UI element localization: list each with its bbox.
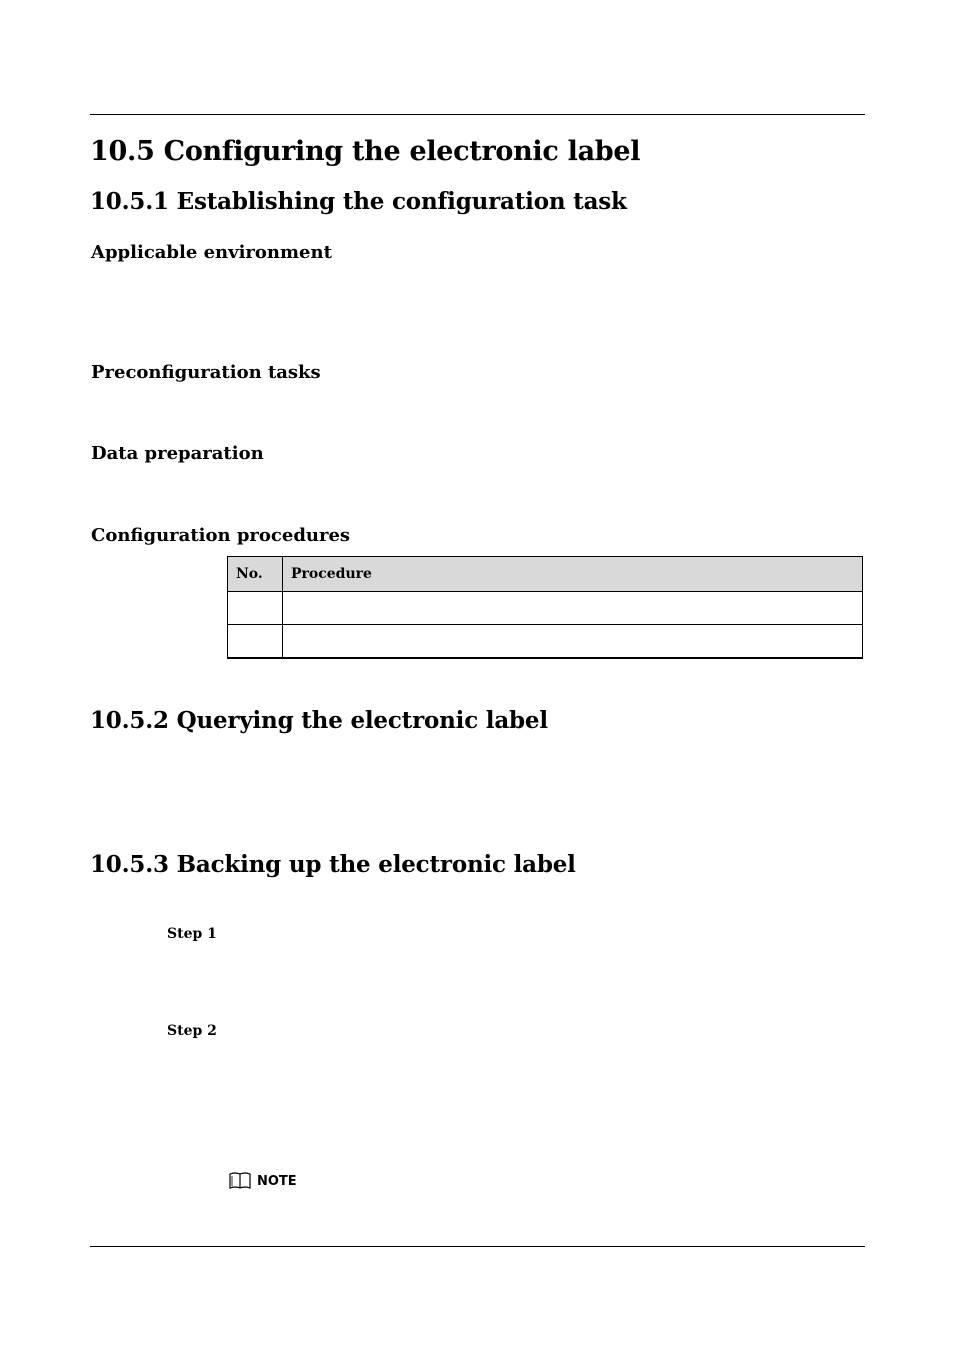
heading-preconfiguration-tasks: Preconfiguration tasks bbox=[91, 362, 321, 383]
table-cell-procedure bbox=[283, 592, 863, 625]
heading-configuration-procedures: Configuration procedures bbox=[91, 525, 351, 546]
heading-applicable-environment: Applicable environment bbox=[91, 242, 332, 263]
table-row bbox=[228, 625, 863, 659]
step-1-label: Step 1 bbox=[167, 926, 217, 942]
table-cell-no bbox=[228, 592, 283, 625]
column-header-no: No. bbox=[228, 557, 283, 592]
note-callout bbox=[228, 1171, 297, 1191]
step-2-label: Step 2 bbox=[167, 1023, 217, 1039]
footer-rule bbox=[90, 1246, 865, 1247]
subsection-title-establishing: 10.5.1 Establishing the configuration task bbox=[90, 188, 627, 215]
column-header-procedure: Procedure bbox=[283, 557, 863, 592]
table-cell-procedure bbox=[283, 625, 863, 659]
subsection-title-querying: 10.5.2 Querying the electronic label bbox=[90, 707, 548, 734]
subsection-title-backing-up: 10.5.3 Backing up the electronic label bbox=[90, 851, 576, 878]
book-icon bbox=[228, 1171, 252, 1191]
procedure-table bbox=[227, 556, 863, 659]
table-row bbox=[228, 592, 863, 625]
note-label: NOTE bbox=[257, 1173, 297, 1189]
section-title: 10.5 Configuring the electronic label bbox=[90, 136, 641, 167]
table-header-row bbox=[228, 557, 863, 592]
heading-data-preparation: Data preparation bbox=[91, 443, 264, 464]
header-rule bbox=[90, 114, 865, 115]
table-cell-no bbox=[228, 625, 283, 659]
